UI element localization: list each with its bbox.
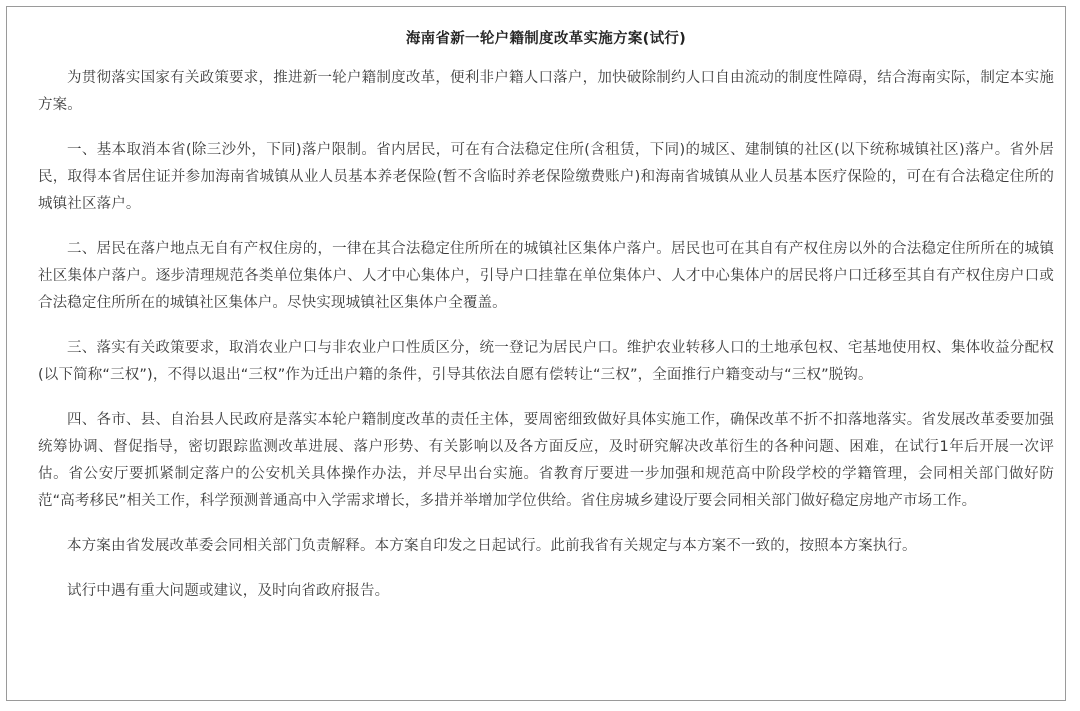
paragraph-article-3: 三、落实有关政策要求，取消农业户口与非农业户口性质区分，统一登记为居民户口。维护农业转移人口的土地承包权、宅基地使用权、集体收益分配权(以下简称“三权”)，不得以退出“三权”作为迁出户籍的条件，引导其依法自愿有偿转让“三权”，全面推行户籍变动与“三权”脱钩。 [38, 340, 1054, 383]
paragraph-article-4: 四、各市、县、自治县人民政府是落实本轮户籍制度改革的责任主体，要周密细致做好具体实施工作，确保改革不折不扣落地落实。省发展改革委要加强统筹协调、督促指导，密切跟踪监测改革进展、落户形势、有关影响以及各方面反应，及时研究解决改革衍生的各种问题、困难，在试行1年后开展一次评估。省公安厅要抓紧制定落户的公安机关具体操作办法，并尽早出台实施。省教育厅要进一步加强和规范高中阶段学校的学籍管理，会同相关部门做好防范“高考移民”相关工作，科学预测普通高中入学需求增长，多措并举增加学位供给。省住房城乡建设厅要会同相关部门做好稳定房地产市场工作。 [38, 412, 1054, 509]
document-title: 海南省新一轮户籍制度改革实施方案(试行) [405, 31, 687, 47]
document-body [38, 29, 1054, 623]
document-frame [6, 6, 1066, 701]
paragraph-reporting: 试行中遇有重大问题或建议，及时向省政府报告。 [67, 583, 390, 599]
paragraph-interpretation: 本方案由省发展改革委会同相关部门负责解释。本方案自印发之日起试行。此前我省有关规定与本方案不一致的，按照本方案执行。 [67, 538, 917, 554]
paragraph-article-2: 二、居民在落户地点无自有产权住房的，一律在其合法稳定住所所在的城镇社区集体户落户。居民也可在其自有产权住房以外的合法稳定住所所在的城镇社区集体户落户。逐步清理规范各类单位集体户、人才中心集体户，引导户口挂靠在单位集体户、人才中心集体户的居民将户口迁移至其自有产权住房户口或合法稳定住所所在的城镇社区集体户。尽快实现城镇社区集体户全覆盖。 [38, 241, 1054, 311]
paragraph-article-1: 一、基本取消本省(除三沙外，下同)落户限制。省内居民，可在有合法稳定住所(含租赁，下同)的城区、建制镇的社区(以下统称城镇社区)落户。省外居民，取得本省居住证并参加海南省城镇从业人员基本养老保险(暂不含临时养老保险缴费账户)和海南省城镇从业人员基本医疗保险的，可在有合法稳定住所的城镇社区落户。 [38, 142, 1054, 212]
paragraph-intro: 为贯彻落实国家有关政策要求，推进新一轮户籍制度改革，便利非户籍人口落户，加快破除制约人口自由流动的制度性障碍，结合海南实际，制定本实施方案。 [38, 70, 1054, 113]
